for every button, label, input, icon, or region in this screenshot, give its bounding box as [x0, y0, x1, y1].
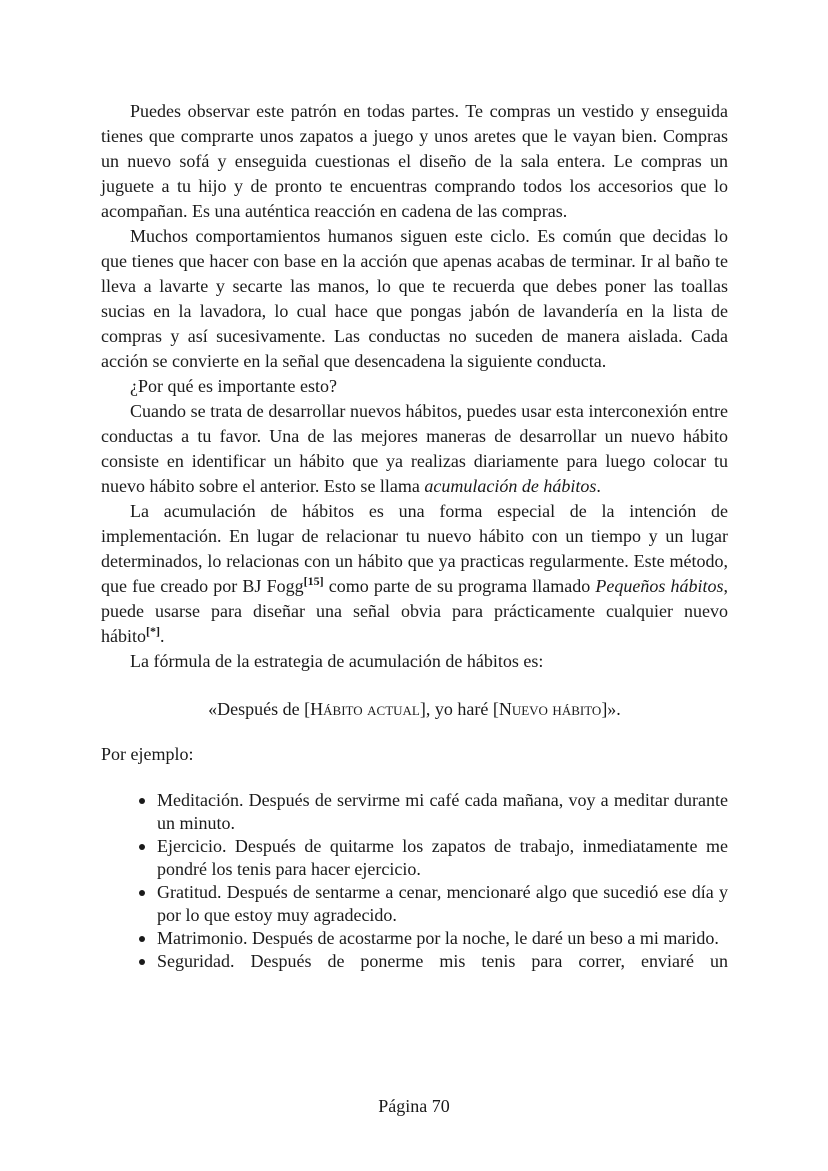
text: , puede usarse para diseñar una señal obvia para prácticamente cualquier nuevo hábito — [101, 576, 728, 646]
emphasis: Pequeños hábitos — [595, 576, 724, 596]
text: La acumulación de hábitos es una forma especial de la intención de implementación. En lugar de relacionar tu nuevo hábito con un tiempo y un lugar determinados, lo relacionas con un hábito que ya practicas regularmente. Este método, que fue creado por BJ Fogg — [101, 501, 728, 596]
text: ]». — [601, 699, 621, 719]
examples-list — [101, 789, 728, 973]
text: como parte de su programa llamado — [323, 576, 596, 596]
text: . — [596, 476, 601, 496]
footnote-link[interactable]: [*] — [146, 624, 160, 638]
paragraph: Muchos comportamientos humanos siguen este ciclo. Es común que decidas lo que tienes que hacer con base en la acción que apenas acabas de terminar. Ir al baño te lleva a lavarte y secarte las manos, lo que te recuerda que debes poner las toallas sucias en la lavadora, lo cual hace que pongas jabón de lavandería en la lista de compras y así sucesivamente. Las conductas no suceden de manera aislada. Cada acción se convierte en la señal que desencadena la siguiente conducta. — [101, 226, 728, 371]
list-item: Seguridad. Después de ponerme mis tenis para correr, enviaré un — [157, 951, 728, 971]
list-item: Gratitud. Después de sentarme a cenar, mencionaré algo que sucedió ese día y por lo que estoy muy agradecido. — [157, 882, 728, 925]
paragraph: La fórmula de la estrategia de acumulación de hábitos es: — [130, 651, 544, 671]
paragraph: Puedes observar este patrón en todas partes. Te compras un vestido y enseguida tienes que comprarte unos zapatos a juego y unos aretes que le vayan bien. Compras un nuevo sofá y enseguida cuestionas el diseño de la sala entera. Le compras un juguete a tu hijo y de pronto te encuentras comprando todos los accesorios que lo acompañan. Es una auténtica reacción en cadena de las compras. — [101, 101, 728, 221]
footnote-link[interactable]: [15] — [303, 574, 324, 588]
list-item: Meditación. Después de servirme mi café cada mañana, voy a meditar durante un minuto. — [157, 790, 728, 833]
emphasis: acumulación de hábitos — [424, 476, 597, 496]
page-number: Página 70 — [378, 1096, 450, 1116]
small-caps: Nuevo hábito — [498, 699, 602, 719]
text: «Después de [ — [208, 699, 311, 719]
text: ], yo haré [ — [419, 699, 499, 719]
list-item: Matrimonio. Después de acostarme por la noche, le daré un beso a mi marido. — [157, 927, 728, 950]
example-intro: Por ejemplo: — [101, 744, 194, 764]
paragraph: ¿Por qué es importante esto? — [130, 376, 337, 396]
small-caps: Hábito actual — [310, 699, 420, 719]
list-item: Ejercicio. Después de quitarme los zapatos de trabajo, inmediatamente me pondré los tenis para hacer ejercicio. — [157, 836, 728, 879]
paragraph — [101, 399, 728, 499]
text: Cuando se trata de desarrollar nuevos hábitos, puedes usar esta interconexión entre conductas a tu favor. Una de las mejores maneras de desarrollar un nuevo hábito consiste en identificar un hábito que ya realizas diariamente para luego colocar tu nuevo hábito sobre el anterior. Esto se llama — [101, 401, 728, 496]
page-body — [101, 99, 728, 973]
paragraph — [101, 499, 728, 649]
formula-quote — [101, 697, 728, 722]
text: . — [160, 626, 165, 646]
